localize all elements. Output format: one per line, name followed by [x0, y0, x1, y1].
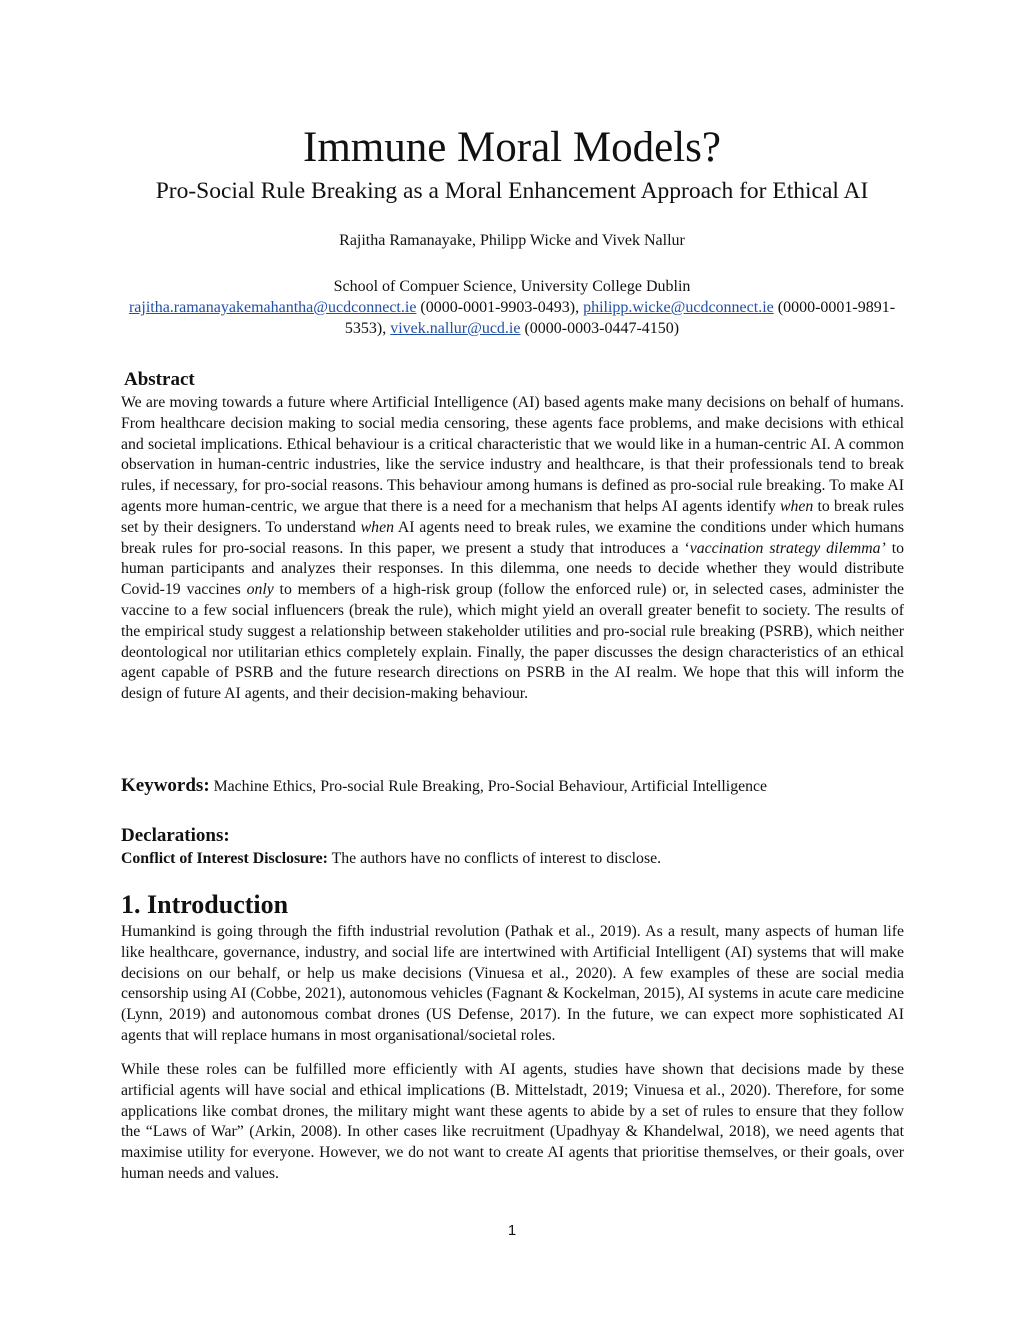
keywords-line: [121, 775, 904, 798]
paper-title: Immune Moral Models?: [303, 124, 721, 171]
conflict-of-interest: [121, 849, 904, 870]
abstract-part-3: AI agents need to break rules, we examine the conditions under which humans break rules for pro-social reasons. In this paper, we present a study that introduces a ‘: [121, 518, 904, 557]
affiliation-block: [110, 276, 914, 339]
introduction-heading: 1. Introduction: [121, 890, 289, 919]
abstract-heading: Abstract: [124, 369, 195, 390]
introduction-paragraph-1: Humankind is going through the fifth industrial revolution (Pathak et al., 2019). As a result, many aspects of human life like healthcare, governance, industry, and social life are intertwined with Artificial Intelligent (AI) systems that will make decisions on our behalf, or help us make decisions (Vinuesa et al., 2020). A few examples of these are social media censorship using AI (Cobbe, 2021), autonomous vehicles (Fagnant & Kockelman, 2015), AI systems in acute care medicine (Lynn, 2019) and autonomous combat drones (US Defense, 2017). In the future, we can expect more sophisticated AI agents that will replace humans in most organisational/societal roles.: [121, 923, 904, 1044]
author-list: Rajitha Ramanayake, Philipp Wicke and Vivek Nallur: [339, 232, 685, 249]
abstract-part-4: to human participants and analyzes their responses. In this dilemma, one needs to decide whether they would distribute Covid-19 vaccines: [121, 539, 904, 599]
email-link-3[interactable]: vivek.nallur@ucd.ie: [390, 320, 521, 337]
abstract-text: [121, 393, 904, 705]
orcid-3: (0000-0003-0447-4150): [520, 320, 680, 337]
keywords-text: Machine Ethics, Pro-social Rule Breaking, Pro-Social Behaviour, Artificial Intelligence: [209, 778, 768, 795]
introduction-paragraph-2: While these roles can be fulfilled more efficiently with AI agents, studies have shown that decisions made by these artificial agents will have social and ethical implications (B. Mittelstadt, 2019; Vinuesa et al., 2020). Therefore, for some applications like combat drones, the military might want these agents to abide by a set of rules to ensure that they follow the “Laws of War” (Arkin, 2008). In other cases like recruitment (Upadhyay & Khandelwal, 2018), we need agents that maximise utility for everyone. However, we do not want to create AI agents that prioritise themselves, or their goals, over human needs and values.: [121, 1061, 904, 1182]
orcid-1: (0000-0001-9903-0493),: [416, 299, 584, 316]
author-contacts: [110, 297, 914, 339]
page-number: 1: [507, 1222, 517, 1239]
orcid-2: (0000-0001-9891-5353),: [344, 299, 896, 337]
coi-label: Conflict of Interest Disclosure:: [121, 850, 328, 867]
email-link-2[interactable]: philipp.wicke@ucdconnect.ie: [583, 299, 774, 316]
paper-subtitle: Pro-Social Rule Breaking as a Moral Enhancement Approach for Ethical AI: [155, 178, 869, 204]
abstract-emphasis-3: vaccination strategy dilemma’: [689, 539, 886, 557]
abstract-emphasis-1: when: [779, 497, 814, 515]
abstract-emphasis-4: only: [246, 581, 274, 599]
declarations-heading: Declarations:: [121, 825, 230, 846]
abstract-emphasis-2: when: [360, 518, 394, 536]
affiliation-school: School of Compuer Science, University College Dublin: [333, 278, 691, 295]
abstract-part-2: to break rules set by their designers. To understand: [121, 497, 904, 536]
abstract-part-5: to members of a high-risk group (follow the enforced rule) or, in selected cases, administer the vaccine to a few social influencers (break the rule), which might yield an overall greater benefit to society. The results of the empirical study suggest a relationship between stakeholder utilities and pro-social rule breaking (PSRB), which neither deontological nor utilitarian ethics completely explain. Finally, the paper discusses the design characteristics of an ethical agent capable of PSRB and the future research directions on PSRB in the AI realm. We hope that this will inform the design of future AI agents, and their decision-making behaviour.: [121, 581, 904, 703]
abstract-part-1: We are moving towards a future where Artificial Intelligence (AI) based agents make many decisions on behalf of humans. From healthcare decision making to social media censoring, these agents face problems, and make decisions with ethical and societal implications. Ethical behaviour is a critical characteristic that we would like in a human-centric AI. A common observation in human-centric industries, like the service industry and healthcare, is that their professionals tend to break rules, if necessary, for pro-social reasons. This behaviour among humans is defined as pro-social rule breaking. To make AI agents more human-centric, we argue that there is a need for a mechanism that helps AI agents identify: [121, 394, 904, 515]
coi-text: The authors have no conflicts of interest to disclose.: [327, 850, 662, 867]
email-link-1[interactable]: rajitha.ramanayakemahantha@ucdconnect.ie: [128, 299, 417, 316]
keywords-label: Keywords:: [121, 775, 210, 796]
